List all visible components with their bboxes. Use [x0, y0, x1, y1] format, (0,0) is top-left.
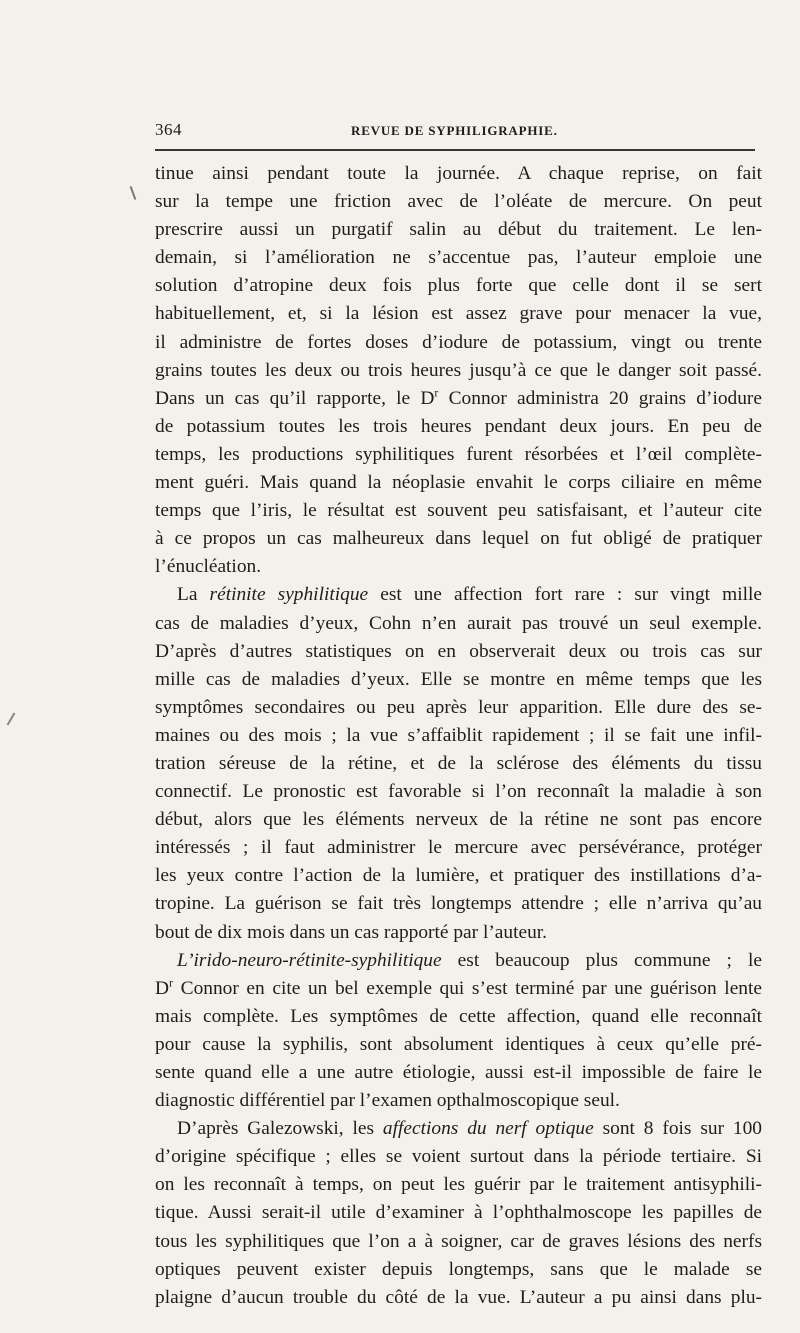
- text-line: on les reconnaît à temps, on peut les guérir par le traitement antisyphili-: [155, 1174, 762, 1196]
- text-fragment: sont 8 fois sur 100: [593, 1118, 762, 1140]
- italic-term: L’irido-neuro-rétinite-syphilitique: [177, 949, 442, 971]
- text-line: [155, 581, 762, 609]
- italic-term: rétinite syphilitique: [209, 584, 369, 606]
- text-line: sur la tempe une friction avec de l’oléate de mercure. On peut: [155, 191, 762, 213]
- text-line: temps, les productions syphilitiques furent résorbées et l’œil complète-: [155, 443, 762, 465]
- text-line: de potassium toutes les trois heures pendant deux jours. En peu de: [155, 415, 762, 437]
- paragraph-4: [155, 1115, 762, 1312]
- text-fragment: Connor en cite un bel exemple qui s’est terminé par une guérison lente: [173, 977, 762, 999]
- text-line: [155, 1115, 762, 1143]
- paragraph-1: [155, 160, 762, 581]
- text-line: les yeux contre l’action de la lumière, et pratiquer des instillations d’a-: [155, 865, 762, 887]
- text-line: [155, 947, 762, 975]
- text-fragment: D: [155, 977, 170, 999]
- text-fragment: Connor administra 20 grains d’iodure: [448, 387, 762, 409]
- journal-title: REVUE DE SYPHILIGRAPHIE.: [351, 123, 558, 138]
- page-number: 364: [155, 120, 182, 139]
- text-fragment: est une affection fort rare : sur vingt mille: [368, 584, 762, 606]
- text-line: [155, 975, 762, 1003]
- superscript: r: [169, 975, 174, 990]
- text-fragment: Dans un cas qu’il rapporte, le D: [155, 387, 435, 409]
- text-line: temps que l’iris, le résultat est souvent peu satisfaisant, et l’auteur cite: [155, 500, 762, 522]
- text-line: maines ou des mois ; la vue s’affaiblit rapidement ; il se fait une infil-: [155, 724, 762, 746]
- text-line: à ce propos un cas malheureux dans lequel on fut obligé de pratiquer: [155, 528, 762, 550]
- text-line: tique. Aussi serait-il utile d’examiner à l’ophthalmoscope les papilles de: [155, 1202, 762, 1224]
- text-line: tropine. La guérison se fait très longtemps attendre ; elle n’arriva qu’au: [155, 893, 762, 915]
- text-line: début, alors que les éléments nerveux de la rétine ne sont pas encore: [155, 809, 762, 831]
- header-rule: [155, 149, 755, 151]
- text-line: bout de dix mois dans un cas rapporté par l’auteur.: [155, 921, 548, 943]
- text-line: sente quand elle a une autre étiologie, aussi est-il impossible de faire le: [155, 1062, 762, 1083]
- margin-mark: [130, 186, 137, 200]
- text-line: tous les syphilitiques que l’on a à soigner, car de graves lésions des nerfs: [155, 1230, 762, 1252]
- text-line: prescrire aussi un purgatif salin au début du traitement. Le len-: [155, 219, 762, 241]
- running-head: [155, 120, 755, 142]
- text-line: tinue ainsi pendant toute la journée. A chaque reprise, on fait: [155, 163, 762, 184]
- text-line: symptômes secondaires ou peu après leur apparition. Elle dure des se-: [155, 696, 762, 718]
- body-text: [155, 160, 762, 1312]
- text-fragment: La: [177, 584, 210, 606]
- text-line: D’après d’autres statistiques on en observerait deux ou trois cas sur: [155, 640, 762, 662]
- text-line: cas de maladies d’yeux, Cohn n’en aurait pas trouvé un seul exemple.: [155, 612, 762, 634]
- text-fragment: est beaucoup plus commune ; le: [441, 949, 762, 971]
- italic-term: affections du nerf optique: [382, 1118, 594, 1140]
- text-line: mais complète. Les symptômes de cette affection, quand elle reconnaît: [155, 1005, 762, 1027]
- text-line: plaigne d’aucun trouble du côté de la vue. L’auteur a pu ainsi dans plu-: [155, 1286, 762, 1308]
- text-line: tration séreuse de la rétine, et de la sclérose des éléments du tissu: [155, 752, 762, 774]
- text-line: mille cas de maladies d’yeux. Elle se montre en même temps que les: [155, 668, 762, 690]
- text-line: l’énucléation.: [155, 556, 262, 578]
- text-line: optiques peuvent exister depuis longtemps, sans que le malade se: [155, 1258, 762, 1280]
- text-line: pour cause la syphilis, sont absolument identiques à ceux qu’elle pré-: [155, 1033, 762, 1055]
- paragraph-3: [155, 947, 762, 1116]
- text-line: diagnostic différentiel par l’examen opthalmoscopique seul.: [155, 1090, 620, 1112]
- superscript: r: [434, 385, 439, 400]
- text-line: grains toutes les deux ou trois heures jusqu’à ce que le danger soit passé.: [155, 359, 762, 381]
- text-fragment: D’après Galezowski, les: [177, 1118, 383, 1140]
- text-line: ment guéri. Mais quand la néoplasie envahit le corps ciliaire en même: [155, 472, 762, 494]
- margin-mark: [7, 712, 16, 725]
- text-line: il administre de fortes doses d’iodure de potassium, vingt ou trente: [155, 331, 762, 353]
- text-line: intéressés ; il faut administrer le mercure avec persévérance, protéger: [155, 837, 762, 859]
- text-line: connectif. Le pronostic est favorable si l’on reconnaît la maladie à son: [155, 781, 762, 803]
- paragraph-2: [155, 581, 762, 946]
- text-line: [155, 385, 762, 413]
- text-line: solution d’atropine deux fois plus forte que celle dont il se sert: [155, 275, 762, 297]
- text-line: demain, si l’amélioration ne s’accentue pas, l’auteur emploie une: [155, 247, 762, 269]
- text-line: habituellement, et, si la lésion est assez grave pour menacer la vue,: [155, 303, 762, 325]
- text-line: d’origine spécifique ; elles se voient surtout dans la période tertiaire. Si: [155, 1146, 762, 1168]
